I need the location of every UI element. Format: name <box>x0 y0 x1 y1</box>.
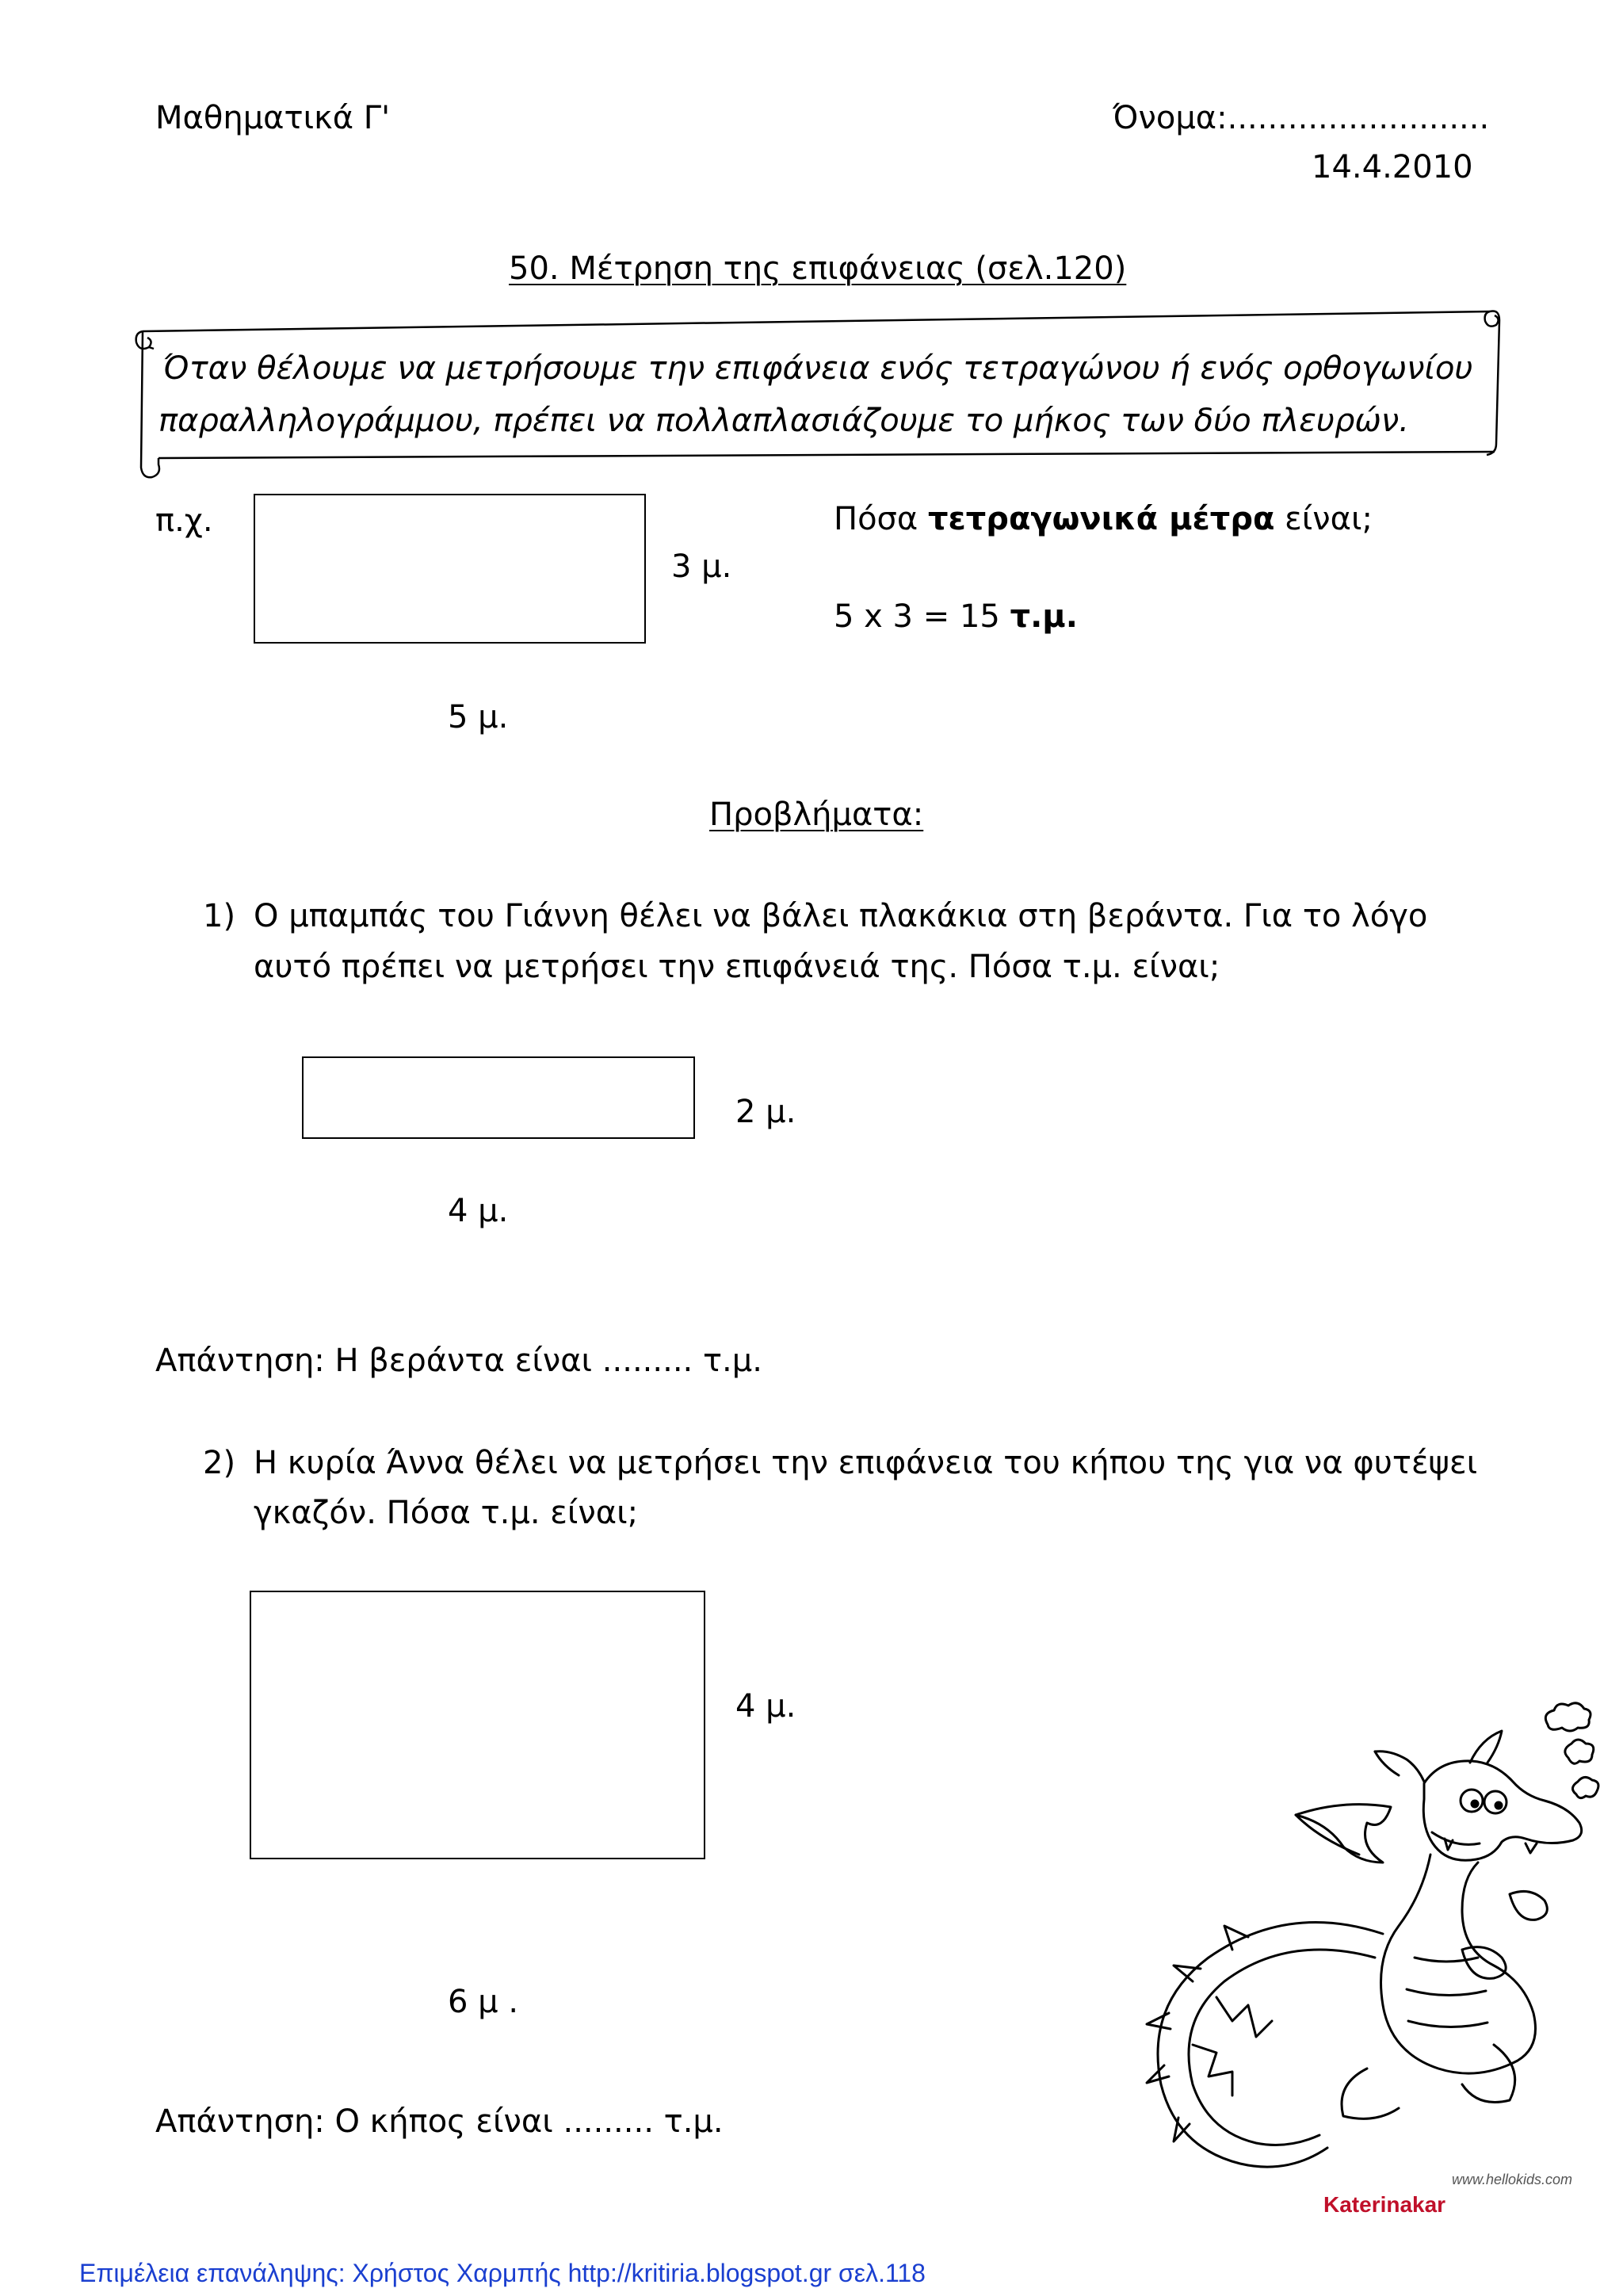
problems-title: Προβλήματα: <box>709 797 924 833</box>
problem-2-number: 2) <box>203 1445 236 1481</box>
problem-2-text-line-1: Η κυρία Άννα θέλει να μετρήσει την επιφάνεια του κήπου της για να φυτέψει <box>254 1445 1478 1481</box>
problem-1-text-line-2: αυτό πρέπει να μετρήσει την επιφάνειά της. Πόσα τ.μ. είναι; <box>254 949 1220 985</box>
example-calculation: 5 x 3 = 15 τ.μ. <box>834 598 1078 635</box>
problem-2-rectangle <box>250 1591 705 1859</box>
subject-title: Μαθηματικά Γ' <box>155 100 391 136</box>
problem-1-number: 1) <box>203 898 236 934</box>
example-prefix: π.χ. <box>155 502 213 539</box>
rule-line-2: παραλληλογράμμου, πρέπει να πολλαπλασιάζουμε το μήκος των δύο πλευρών. <box>158 403 1409 439</box>
problem-1-answer: Απάντηση: Η βεράντα είναι ......... τ.μ. <box>155 1343 762 1379</box>
example-question: Πόσα τετραγωνικά μέτρα είναι; <box>834 501 1373 537</box>
problem-1-rectangle <box>302 1056 695 1139</box>
date: 14.4.2010 <box>1312 149 1473 185</box>
problem-1-width-label: 4 μ. <box>448 1193 509 1229</box>
name-field: Όνομα:.......................... <box>1113 100 1490 136</box>
problem-2-width-label: 6 μ . <box>448 1984 519 2020</box>
author-credit: Katerinakar <box>1323 2192 1446 2217</box>
problem-2-height-label: 4 μ. <box>735 1688 796 1725</box>
problem-1-text-line-1: Ο μπαμπάς του Γιάννη θέλει να βάλει πλακάκια στη βεράντα. Για το λόγο <box>254 898 1428 934</box>
rule-line-1: Όταν θέλουμε να μετρήσουμε την επιφάνεια ενός τετραγώνου ή ενός ορθογωνίου <box>162 350 1473 387</box>
problem-2-answer: Απάντηση: Ο κήπος είναι ......... τ.μ. <box>155 2103 724 2140</box>
dragon-illustration <box>1113 1696 1623 2187</box>
watermark: www.hellokids.com <box>1452 2172 1573 2187</box>
problem-2-text-line-2: γκαζόν. Πόσα τ.μ. είναι; <box>254 1495 639 1531</box>
example-rectangle <box>254 494 646 644</box>
example-height-label: 3 μ. <box>671 548 732 585</box>
footer-text: Επιμέλεια επανάληψης: Χρήστος Χαρμπής http://kritiria.blogspot.gr σελ.118 <box>79 2259 926 2287</box>
problem-1-height-label: 2 μ. <box>735 1094 796 1130</box>
lesson-title: 50. Μέτρηση της επιφάνειας (σελ.120) <box>509 250 1127 287</box>
example-width-label: 5 μ. <box>448 699 509 735</box>
